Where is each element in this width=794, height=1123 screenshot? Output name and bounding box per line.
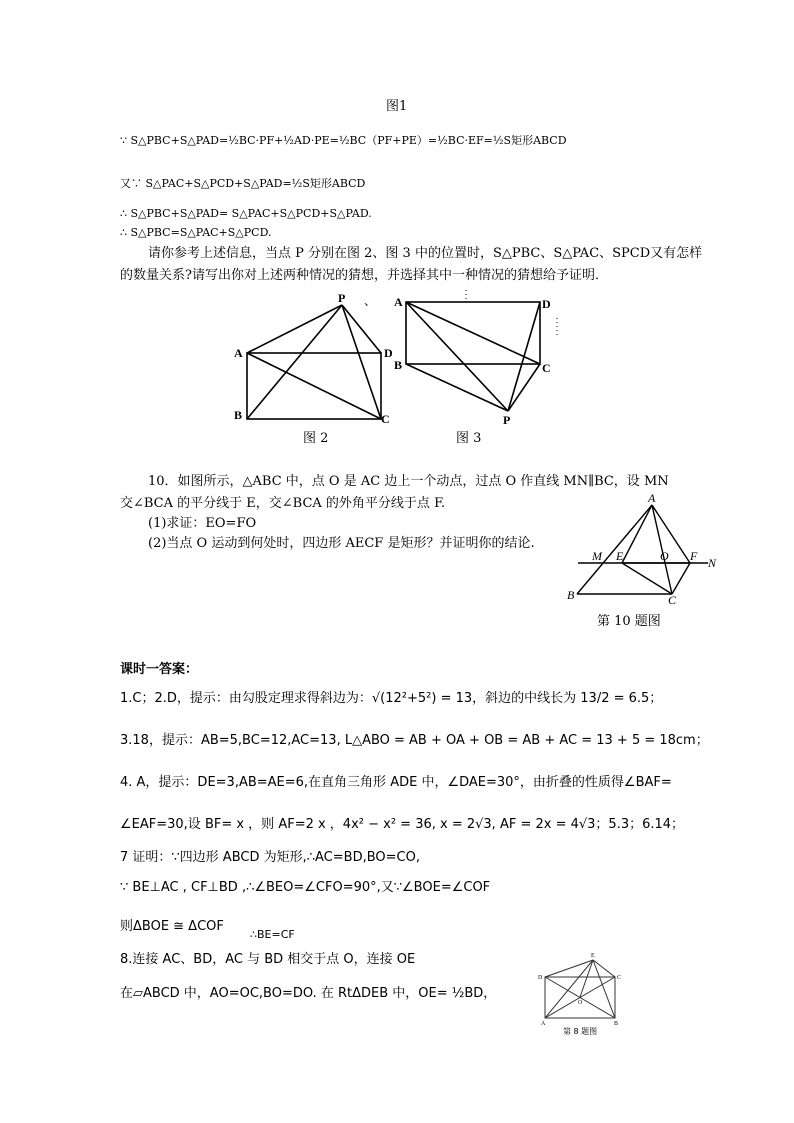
proof-line-2: 又∵ S△PAC+S△PCD+S△PAD=½S矩形ABCD (120, 177, 366, 190)
answer-7-line-4: ∴BE=CF (250, 928, 295, 941)
fig2-label-p: P (338, 291, 346, 305)
fig3-label-p: P (503, 413, 511, 427)
answer-7-line-2: ∵ BE⊥AC , CF⊥BD ,∴∠BEO=∠CFO=90°,又∵∠BOE=∠COF (120, 880, 491, 895)
answer-8-line-2: 在▱ABCD 中，AO=OC,BO=DO. 在 RtΔDEB 中，OE= ½BD， (120, 986, 497, 1001)
answer-1: 1.C；2.D，提示：由勾股定理求得斜边为：√(12²+5²) = 13，斜边的中线长为 13/2 = 6.5； (120, 691, 663, 706)
fig8-label-e: E (591, 953, 595, 959)
question9-line-2: 的数量关系?请写出你对上述两种情况的猜想，并选择其中一种情况的猜想给予证明． (120, 268, 608, 283)
fig2-label-a: A (234, 346, 243, 360)
fig10-label-o: O (660, 549, 669, 563)
fig2-label-b: B (234, 408, 243, 422)
fig10-label-m: M (592, 549, 602, 563)
fig10-label-a: A (648, 491, 656, 505)
answer-8-line-1: 8.连接 AC、BD，AC 与 BD 相交于点 O，连接 OE (120, 952, 416, 967)
question10-line-2: 交∠BCA 的平分线于 E，交∠BCA 的外角平分线于点 F. (120, 496, 446, 511)
fig10-label-e: E (616, 549, 624, 563)
fig3-label-d: D (542, 297, 551, 311)
fig10-label-f: F (690, 549, 698, 563)
svg-text:、: 、 (364, 294, 377, 308)
answer-7-line-3: 则ΔBOE ≅ ΔCOF (120, 919, 224, 934)
question10-line-1: 10．如图所示，△ABC 中，点 O 是 AC 边上一个动点，过点 O 作直线 MN∥BC，设 MN (148, 474, 669, 489)
answer-3: 3.18，提示：AB=5,BC=12,AC=13, L△ABO = AB + OA + OB = AB + AC = 13 + 5 = 18cm； (120, 733, 709, 748)
answers-heading: 课时一答案： (120, 662, 199, 677)
proof-line-4: ∴ S△PBC=S△PAC+S△PCD. (120, 226, 272, 239)
fig8-label-o: O (578, 1000, 583, 1006)
fig2-label-d: D (384, 346, 393, 360)
fig10-label-c: C (668, 593, 677, 607)
fig8-label-a: A (541, 1021, 546, 1027)
fig8-caption: 第 8 题图 (563, 1027, 598, 1036)
fig2-caption: 图 2 (303, 431, 329, 446)
proof-line-3: ∴ S△PBC+S△PAD= S△PAC+S△PCD+S△PAD. (120, 207, 372, 220)
question10-part-2: (2)当点 O 运动到何处时，四边形 AECF 是矩形？并证明你的结论. (148, 536, 535, 551)
question10-part-1: (1)求证：EO=FO (148, 516, 257, 531)
proof-line-1: ∵ S△PBC+S△PAD=½BC·PF+½AD·PE=½BC（PF+PE）=½BC·EF=½S矩形ABCD (120, 134, 567, 147)
fig10-label-n: N (708, 556, 717, 570)
answer-4-line-2: ∠EAF=30,设 BF= x ，则 AF=2 x ，4x² − x² = 36, x = 2√3, AF = 2x = 4√3；5.3；6.14； (120, 817, 685, 832)
fig10-label-b: B (567, 588, 575, 602)
fig8-label-d: D (538, 975, 543, 981)
fig3-label-a: A (394, 295, 403, 309)
answer-7-line-1: 7 证明：∵四边形 ABCD 为矩形,∴AC=BD,BO=CO, (120, 850, 420, 865)
answer-4-line-1: 4. A，提示：DE=3,AB=AE=6,在直角三角形 ADE 中，∠DAE=30°，由折叠的性质得∠BAF= (120, 775, 672, 790)
fig1-caption: 图1 (386, 99, 408, 114)
fig10-caption: 第 10 题图 (597, 614, 661, 629)
question9-line-1: 请你参考上述信息，当点 P 分别在图 2、图 3 中的位置时，S△PBC、S△PAC、SPCD又有怎样 (148, 246, 703, 261)
fig3-label-b: B (394, 358, 403, 372)
fig3-caption: 图 3 (456, 431, 482, 446)
fig8-label-c: C (617, 975, 622, 981)
fig3-label-c: C (542, 361, 551, 375)
fig8-label-b: B (614, 1021, 619, 1027)
fig2-label-c: C (381, 412, 390, 426)
